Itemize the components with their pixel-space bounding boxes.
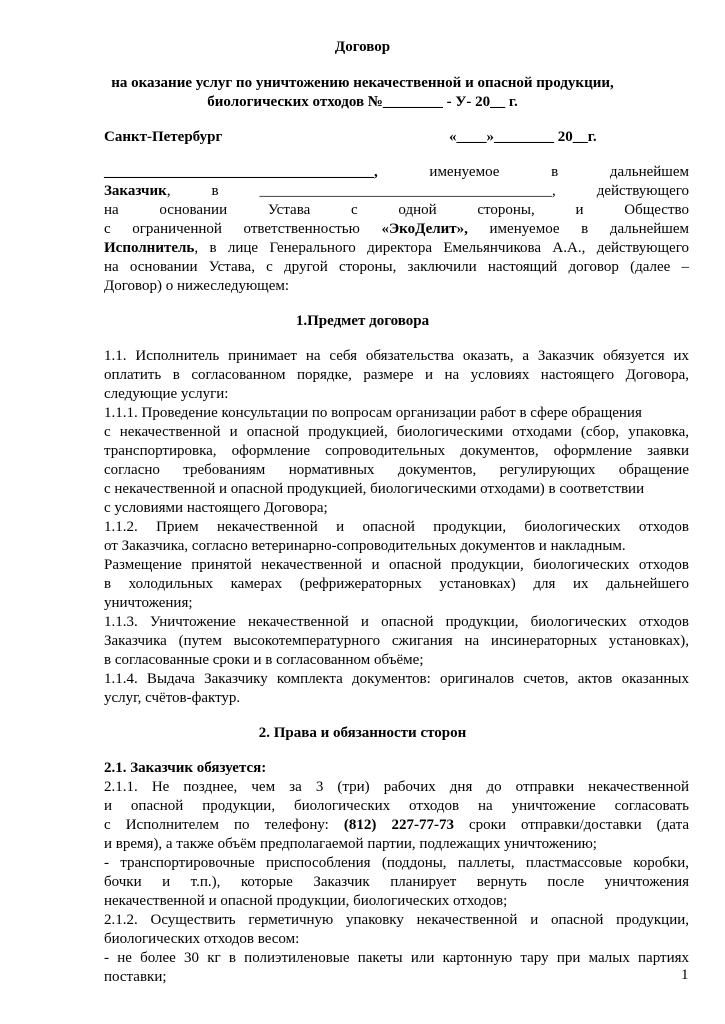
preamble-line: Договор) о нижеследующем: [104,278,290,294]
section1-line: согласно требованиям нормативных документов, регулирующих обращение [104,462,689,478]
section1-line: услуг, счётов-фактур. [104,690,241,706]
section1-line: 1.1.2. Прием некачественной и опасной продукции, биологических отходов [104,519,689,535]
section1-line: Заказчика (путем высокотемпературного сжигания на инсинераторных установках), [104,633,689,649]
section2-line: и время), а также объём предполагаемой партии, подлежащих уничтожению; [104,836,597,852]
section1-line: от Заказчика, согласно ветеринарно-сопроводительных документов и накладным. [104,538,626,554]
section1-line: Размещение принятой некачественной и опасной продукции, биологических отходов [104,557,689,573]
contract-date: «____»________ 20__г. [449,129,597,145]
contractor-company-name: «ЭкоДелит», [381,221,468,237]
document-title: Договор [334,39,391,55]
city: Санкт-Петербург [104,129,223,145]
preamble-line: Исполнитель, в лице Генерального директора Емельянчикова А.А., действующего [104,240,689,256]
document-subtitle-line1: на оказание услуг по уничтожению некачественной и опасной продукции, [111,75,614,91]
section1-line: 1.1.1. Проведение консультации по вопросам организации работ в сфере обращения [104,405,642,421]
section1-line: 1.1. Исполнитель принимает на себя обязательства оказать, а Заказчик обязуется их [104,348,689,364]
section1-heading: 1.Предмет договора [295,313,430,329]
customer-label: Заказчик [104,183,167,199]
section1-line: в холодильных камерах (рефрижераторных установках) для их дальнейшего [104,576,689,592]
section2-line: 2.1.1. Не позднее, чем за 3 (три) рабочих дня до отправки некачественной [104,779,689,795]
section2-line: некачественной и опасной продукции, биологических отходов; [104,893,508,909]
section1-line: с некачественной и опасной продукцией, биологическими отходами) в соответствии [104,481,645,497]
section1-line: транспортировка, оформление сопроводительных документов, оформление заявки [104,443,689,459]
section2-line: и опасной продукции, биологических отходов на уничтожение согласовать [104,798,689,814]
section1-line: следующие услуги: [104,386,229,402]
section1-line: оплатить в согласованном порядке, размере и на условиях настоящего Договора, [104,367,689,383]
section2-subheading: 2.1. Заказчик обязуется: [104,760,267,776]
section2-heading: 2. Права и обязанности сторон [258,725,467,741]
section2-line: - не более 30 кг в полиэтиленовые пакеты или картонную тару при малых партиях [104,950,689,966]
section1-line: с некачественной и опасной продукцией, биологическими отходами (сбор, упаковка, [104,424,689,440]
section1-line: с условиями настоящего Договора; [104,500,328,516]
customer-name-blank: ____________________________________, [104,164,378,180]
section1-line: 1.1.4. Выдача Заказчику комплекта документов: оригиналов счетов, актов оказанных [104,671,689,687]
preamble-line: ____________________________________, именуемое в дальнейшем [104,164,689,180]
preamble-line: на основании Устава с одной стороны, и Общество [104,202,689,218]
preamble-line: на основании Устава, с другой стороны, заключили настоящий договор (далее – [104,259,689,275]
section2-line: бочки и т.п.), которые Заказчик планирует вернуть после уничтожения [104,874,689,890]
preamble-line: с ограниченной ответственностью «ЭкоДелит», именуемое в дальнейшем [104,221,689,237]
section1-line: в согласованные сроки и в согласованном объёме; [104,652,424,668]
section2-line: поставки; [104,969,167,985]
document-subtitle-line2: биологических отходов №________ - У- 20__ г. [207,94,518,110]
contractor-phone: (812) 227-77-73 [343,817,454,833]
section2-line: - транспортировочные приспособления (поддоны, паллеты, пластмассовые коробки, [104,855,689,871]
section2-line: 2.1.2. Осуществить герметичную упаковку некачественной и опасной продукции, [104,912,689,928]
section1-line: уничтожения; [104,595,193,611]
preamble-line: Заказчик, в _______________________________________, действующего [104,183,689,199]
section2-line: биологических отходов весом: [104,931,300,947]
page-number: 1 [681,967,689,983]
section2-line: с Исполнителем по телефону: (812) 227-77-73 сроки отправки/доставки (дата [104,817,689,833]
contractor-label: Исполнитель [104,240,195,256]
section1-line: 1.1.3. Уничтожение некачественной и опасной продукции, биологических отходов [104,614,689,630]
